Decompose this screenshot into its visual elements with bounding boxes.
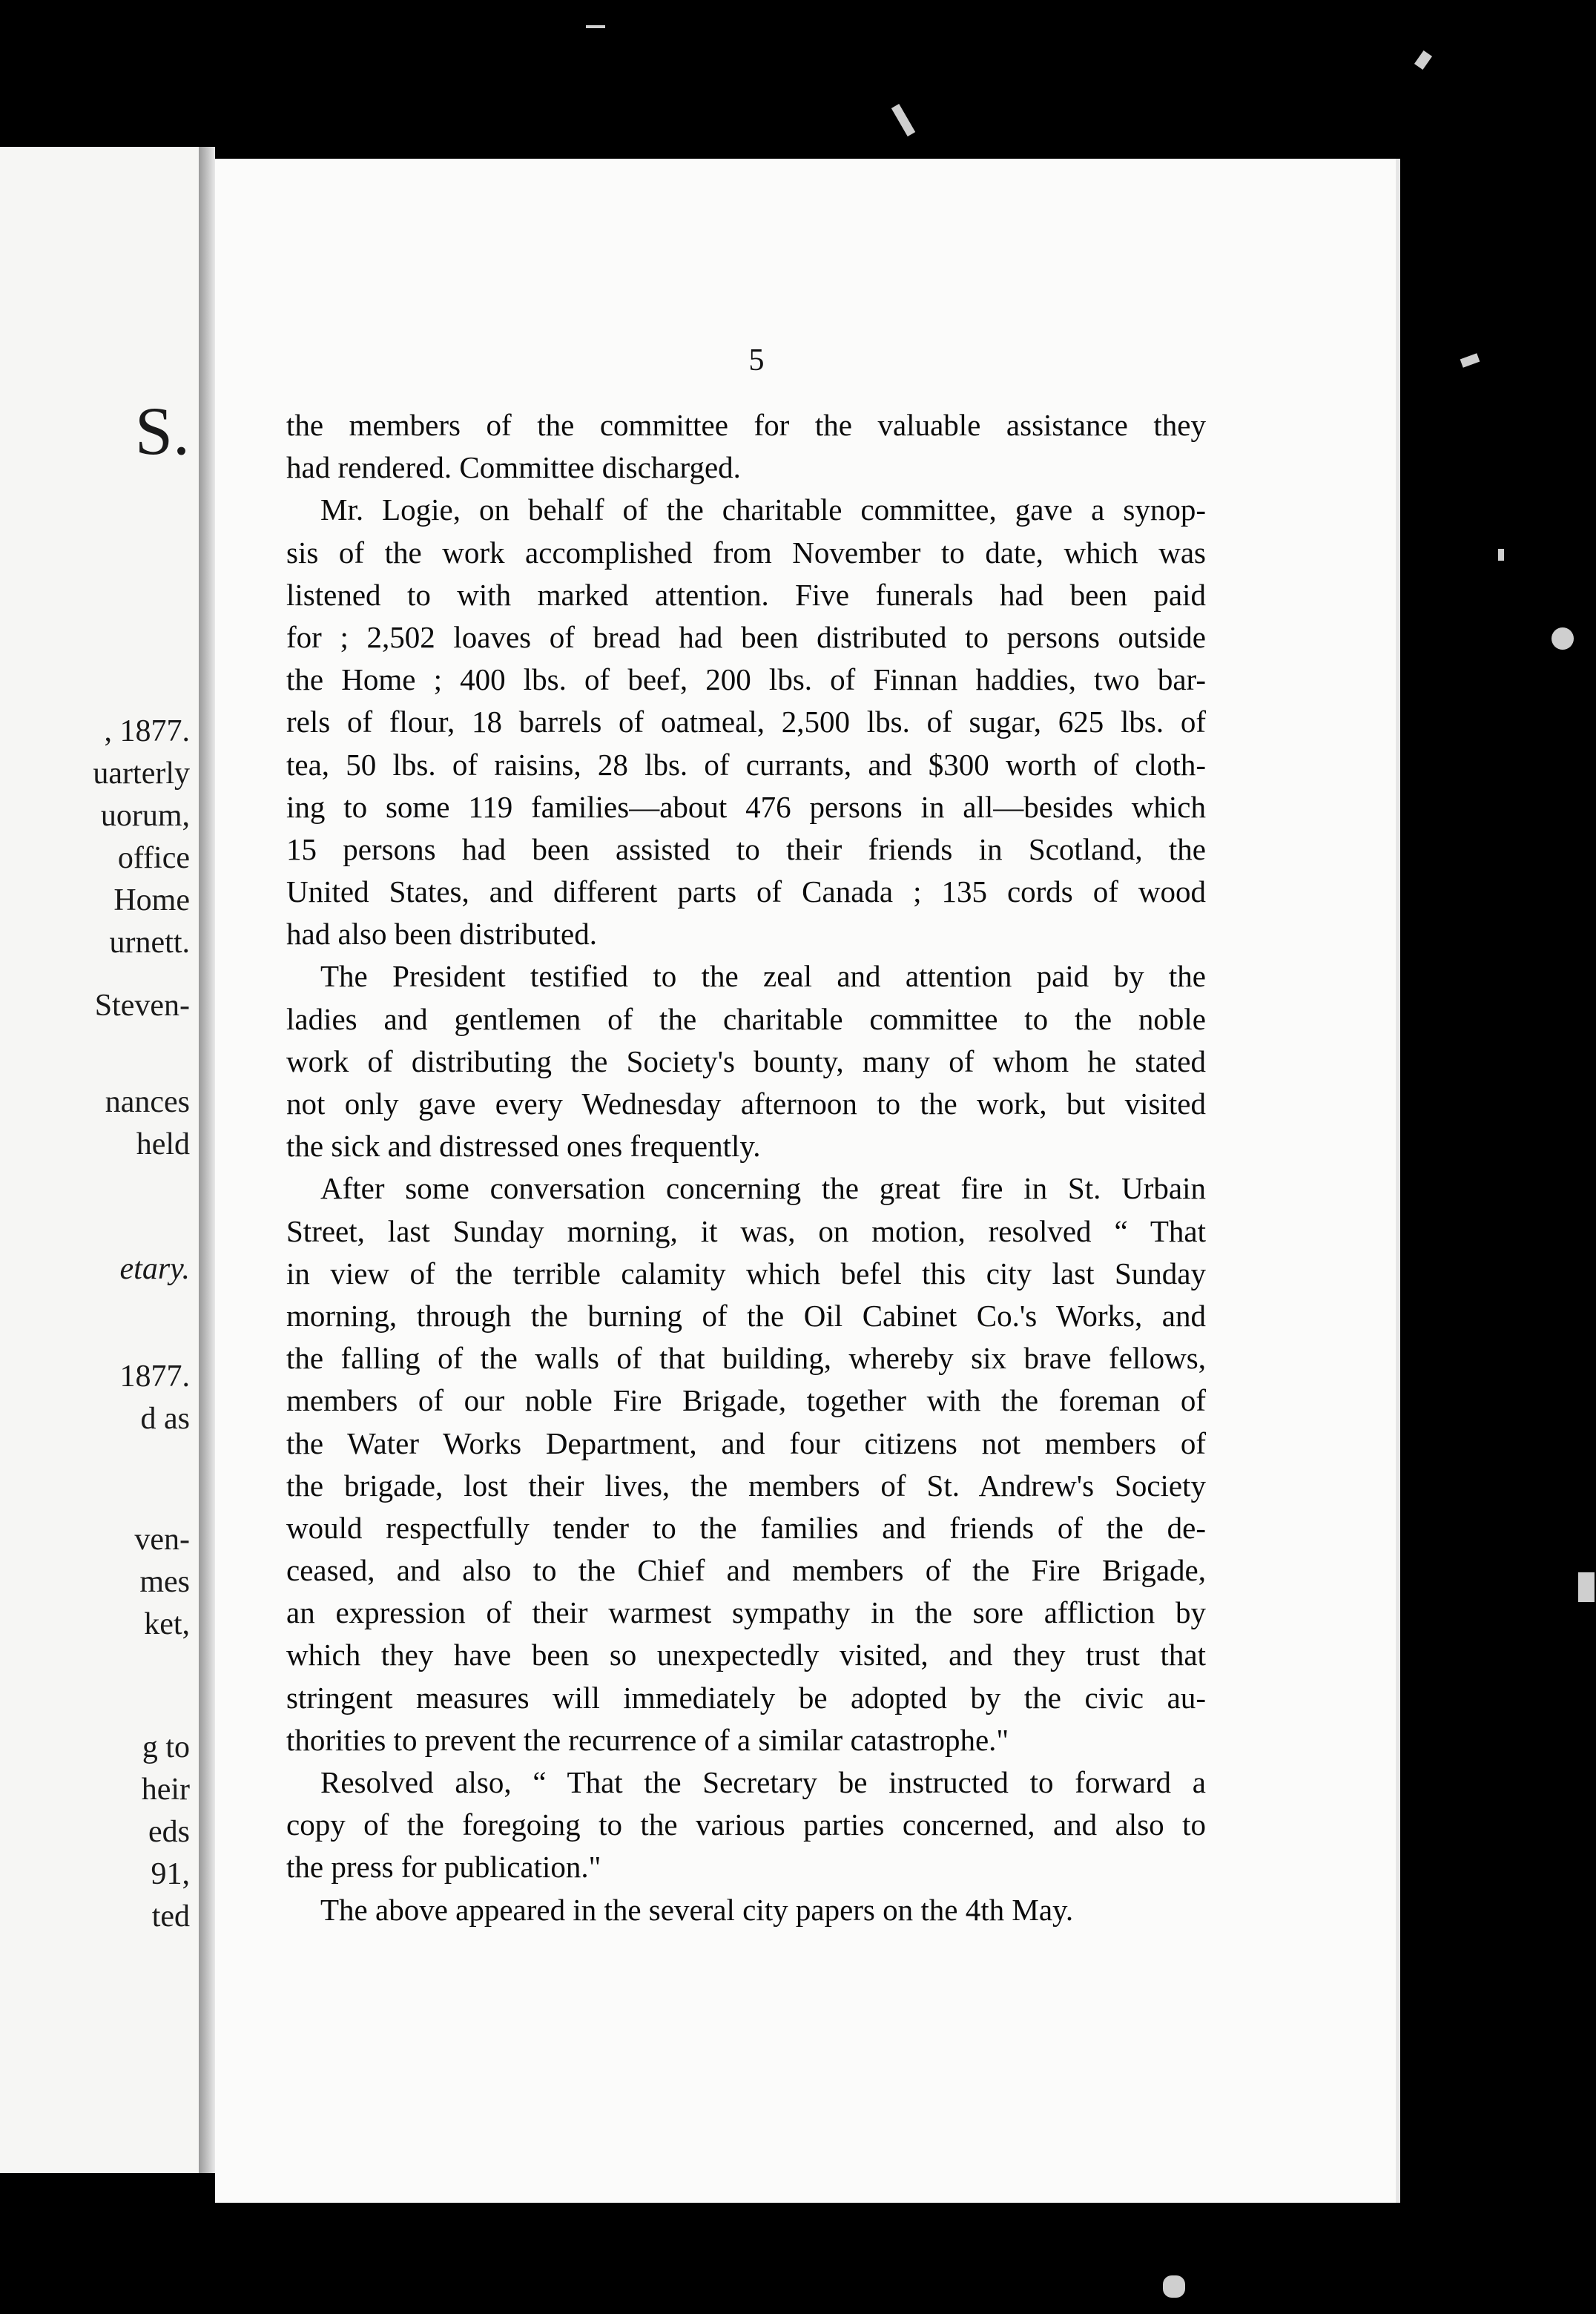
previous-page-text-fragment: heir xyxy=(141,1773,190,1807)
body-text-line: the Water Works Department, and four citizens not members of xyxy=(286,1425,1206,1460)
page-body-text xyxy=(286,404,1206,1931)
scan-speck xyxy=(586,25,605,28)
scan-speck xyxy=(891,104,915,136)
body-text-line: The above appeared in the several city papers on the 4th May. xyxy=(320,1892,1074,1927)
body-text-line: the press for publication." xyxy=(286,1850,601,1885)
body-text-line: ing to some 119 families—about 476 persons in all—besides which xyxy=(286,789,1206,824)
body-text-line: Mr. Logie, on behalf of the charitable committee, gave a synop- xyxy=(320,492,1206,527)
previous-page-text-fragment: nances xyxy=(105,1085,190,1119)
body-text-line: the falling of the walls of that building, whereby six brave fellows, xyxy=(286,1341,1206,1376)
scan-speck xyxy=(1460,353,1480,367)
body-text-line: the Home ; 400 lbs. of beef, 200 lbs. of Finnan haddies, two bar- xyxy=(286,662,1206,697)
book-gutter xyxy=(199,147,215,2173)
body-text-line: the sick and distressed ones frequently. xyxy=(286,1129,761,1164)
previous-page-text-fragment: S. xyxy=(134,393,190,469)
body-text-line: for ; 2,502 loaves of bread had been distributed to persons outside xyxy=(286,619,1206,654)
body-text-line: in view of the terrible calamity which befel this city last Sunday xyxy=(286,1256,1206,1290)
previous-page-text-fragment: ted xyxy=(151,1899,190,1934)
previous-page-text-fragment: Home xyxy=(113,883,190,917)
body-text-line: morning, through the burning of the Oil Cabinet Co.'s Works, and xyxy=(286,1298,1206,1333)
previous-page-text-fragment: etary. xyxy=(119,1252,190,1286)
scan-speck xyxy=(1578,1572,1595,1602)
scan-speck xyxy=(1552,627,1574,650)
previous-page-text-fragment: eds xyxy=(148,1815,190,1849)
body-text-line: tea, 50 lbs. of raisins, 28 lbs. of currants, and $300 worth of cloth- xyxy=(286,747,1206,782)
body-text-line: had also been distributed. xyxy=(286,917,598,952)
body-text-line: listened to with marked attention. Five funerals had been paid xyxy=(286,577,1206,612)
body-text-line: Street, last Sunday morning, it was, on motion, resolved “ That xyxy=(286,1213,1206,1248)
scan-speck xyxy=(1498,549,1504,561)
body-text-line: would respectfully tender to the families and friends of the de- xyxy=(286,1510,1206,1545)
body-text-line: rels of flour, 18 barrels of oatmeal, 2,500 lbs. of sugar, 625 lbs. of xyxy=(286,705,1206,739)
body-text-line: ladies and gentlemen of the charitable committee to the noble xyxy=(286,1001,1206,1036)
body-text-line: stringent measures will immediately be adopted by the civic au- xyxy=(286,1680,1206,1715)
body-text-line: 15 persons had been assisted to their friends in Scotland, the xyxy=(286,831,1206,866)
body-text-line: an expression of their warmest sympathy in the sore affliction by xyxy=(286,1595,1206,1630)
body-text-line: The President testified to the zeal and attention paid by the xyxy=(320,959,1206,994)
body-text-line: the members of the committee for the valuable assistance they xyxy=(286,408,1206,442)
body-text-line: copy of the foregoing to the various parties concerned, and also to xyxy=(286,1807,1206,1842)
previous-page-text-fragment: uarterly xyxy=(93,756,190,791)
body-text-line: Resolved also, “ That the Secretary be instructed to forward a xyxy=(320,1765,1206,1799)
body-text-line: thorities to prevent the recurrence of a similar catastrophe." xyxy=(286,1722,1009,1757)
body-text-line: the brigade, lost their lives, the members of St. Andrew's Society xyxy=(286,1468,1206,1503)
previous-page-text-fragment: office xyxy=(117,841,190,875)
body-text-line: members of our noble Fire Brigade, together with the foreman of xyxy=(286,1383,1206,1418)
body-text-line: work of distributing the Society's bounty, many of whom he stated xyxy=(286,1044,1206,1078)
previous-page-text-fragment: uorum, xyxy=(100,799,190,833)
previous-page-text-fragment: urnett. xyxy=(109,926,190,960)
previous-page-text-fragment: held xyxy=(136,1127,190,1161)
previous-page-edge xyxy=(0,147,203,2173)
body-text-line: United States, and different parts of Canada ; 135 cords of wood xyxy=(286,874,1206,909)
previous-page-text-fragment: g to xyxy=(142,1730,190,1764)
body-text-line: After some conversation concerning the great fire in St. Urbain xyxy=(320,1171,1206,1206)
body-text-line: not only gave every Wednesday afternoon to the work, but visited xyxy=(286,1087,1206,1121)
previous-page-text-fragment: 1877. xyxy=(119,1359,190,1394)
previous-page-text-fragment: d as xyxy=(140,1402,190,1436)
previous-page-text-fragment: ven- xyxy=(134,1523,190,1557)
body-text-line: which they have been so unexpectedly visited, and they trust that xyxy=(286,1638,1206,1672)
body-text-line: had rendered. Committee discharged. xyxy=(286,450,741,485)
scan-speck xyxy=(1414,50,1432,70)
previous-page-text-fragment: mes xyxy=(139,1565,190,1599)
previous-page-text-fragment: , 1877. xyxy=(104,714,190,748)
previous-page-text-fragment: ket, xyxy=(144,1607,190,1641)
body-text-line: ceased, and also to the Chief and members of the Fire Brigade, xyxy=(286,1553,1206,1588)
previous-page-text-fragment: Steven- xyxy=(94,989,190,1023)
scan-speck xyxy=(1163,2275,1185,2298)
body-text-line: sis of the work accomplished from November to date, which was xyxy=(286,535,1206,570)
page-number: 5 xyxy=(748,343,765,378)
previous-page-text-fragment: 91, xyxy=(151,1857,190,1891)
